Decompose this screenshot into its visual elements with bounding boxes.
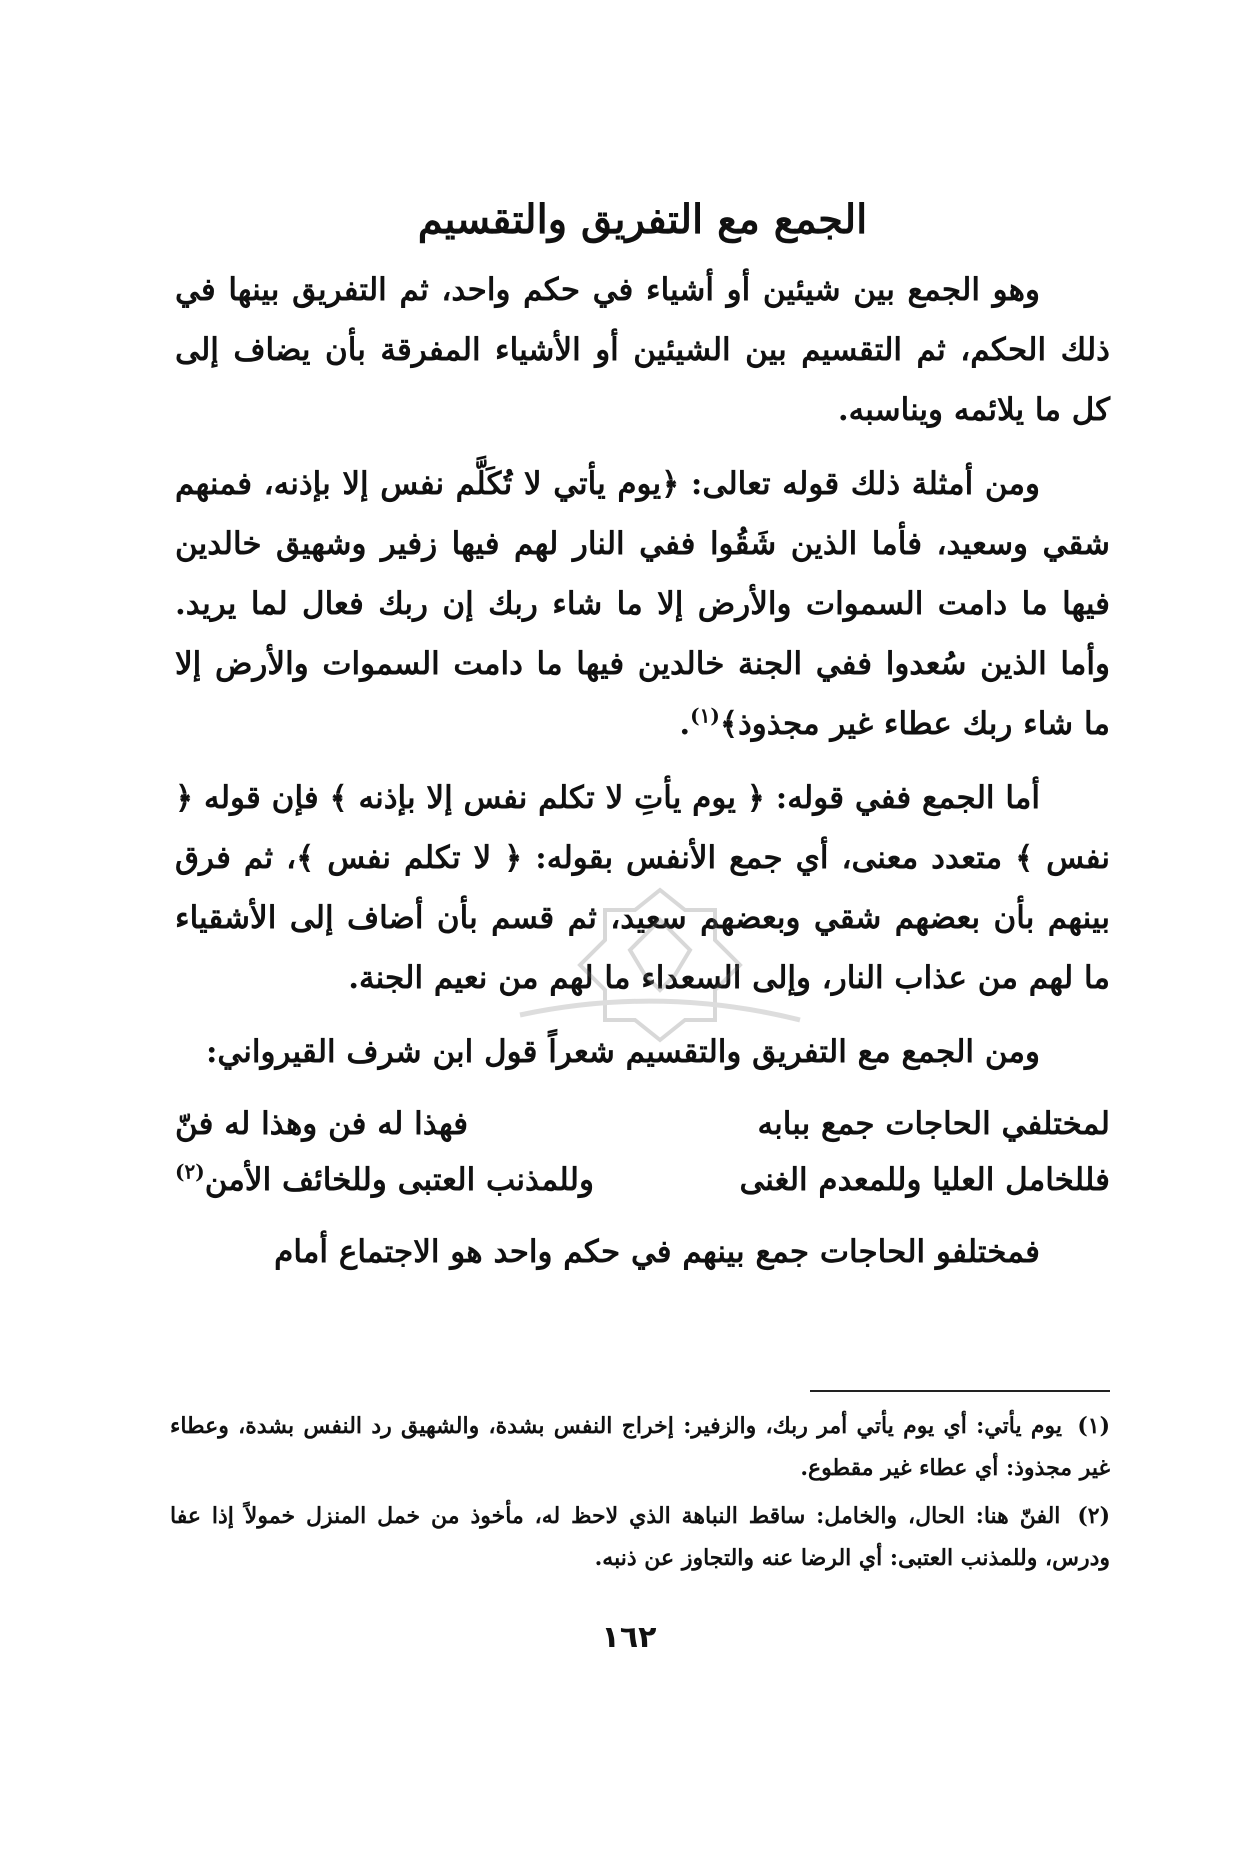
verse-line (175, 1152, 1110, 1208)
section-title: الجمع مع التفريق والتقسيم (417, 196, 868, 243)
footnote-2 (170, 1495, 1110, 1579)
footnote-1 (170, 1405, 1110, 1489)
verse-hemistich-second: فهذا له فن وهذا له فنّ (175, 1106, 469, 1142)
paragraph-quran-example-text: ومن أمثلة ذلك قوله تعالى: ﴿يوم يأتي لا تُكَلَّم نفس إلا بإذنه، فمنهم شقي وسعيد، فأما الذين شَقُوا ففي النار لهم فيها زفير وشهيق خالدين فيها ما دامت السموات والأرض إلا ما شاء ربك إن ربك فعال لما يريد. وأما الذين سُعدوا ففي الجنة خالدين فيها ما دامت السموات والأرض إلا ما شاء ربك عطاء غير مجذوذ﴾ (175, 466, 1110, 742)
paragraph-explanation: أما الجمع ففي قوله: ﴿ يوم يأتِ لا تكلم نفس إلا بإذنه ﴾ فإن قوله ﴿ نفس ﴾ متعدد معنى، أي جمع الأنفس بقوله: ﴿ لا تكلم نفس ﴾، ثم فرق بينهم بأن بعضهم شقي وبعضهم سعيد، ثم قسم بأن أضاف إلى الأشقياء ما لهم من عذاب النار، وإلى السعداء ما لهم من نعيم الجنة. (175, 780, 1110, 996)
paragraph-continuation: فمختلفو الحاجات جمع بينهم في حكم واحد هو الاجتماع أمام (274, 1234, 1040, 1270)
verse-hemistich-first: فللخامل العليا وللمعدم الغنى (739, 1162, 1110, 1198)
footnote-number: (١) (1077, 1413, 1110, 1439)
paragraph-poetry-intro: ومن الجمع مع التفريق والتقسيم شعراً قول ابن شرف القيرواني: (205, 1034, 1040, 1070)
paragraph-definition: وهو الجمع بين شيئين أو أشياء في حكم واحد، ثم التفريق بينها في ذلك الحكم، ثم التقسيم بين الشيئين أو الأشياء المفرقة بأن يضاف إلى كل ما يلائمه ويناسبه. (175, 272, 1110, 428)
footnote-ref-1: (١) (690, 703, 720, 728)
paragraph-end-punct: . (679, 706, 691, 742)
verse-hemistich-second (175, 1152, 624, 1208)
page-number: ١٦٢ (601, 1620, 657, 1655)
footnote-text: يوم يأتي: أي يوم يأتي أمر ربك، والزفير: إخراج النفس بشدة، والشهيق رد النفس بشدة، وعطاء غير مجذوذ: أي عطاء غير مقطوع. (170, 1413, 1110, 1481)
footnote-number: (٢) (1077, 1503, 1110, 1529)
page-content (175, 190, 1110, 1296)
verse-hemistich-second-text: وللمذنب العتبى وللخائف الأمن (204, 1162, 594, 1198)
paragraph-quran-example (175, 454, 1110, 754)
footnote-separator (810, 1390, 1110, 1392)
verse-hemistich-first: لمختلفي الحاجات جمع ببابه (757, 1106, 1110, 1142)
verse-line (175, 1096, 1110, 1152)
footnote-text: الفنّ هنا: الحال، والخامل: ساقط النباهة الذي لاحظ له، مأخوذ من خمل المنزل خمولاً إذا عفا ودرس، وللمذنب العتبى: أي الرضا عنه والتجاوز عن ذنبه. (170, 1503, 1110, 1571)
footnote-ref-2: (٢) (175, 1159, 205, 1184)
footnotes (170, 1405, 1110, 1585)
